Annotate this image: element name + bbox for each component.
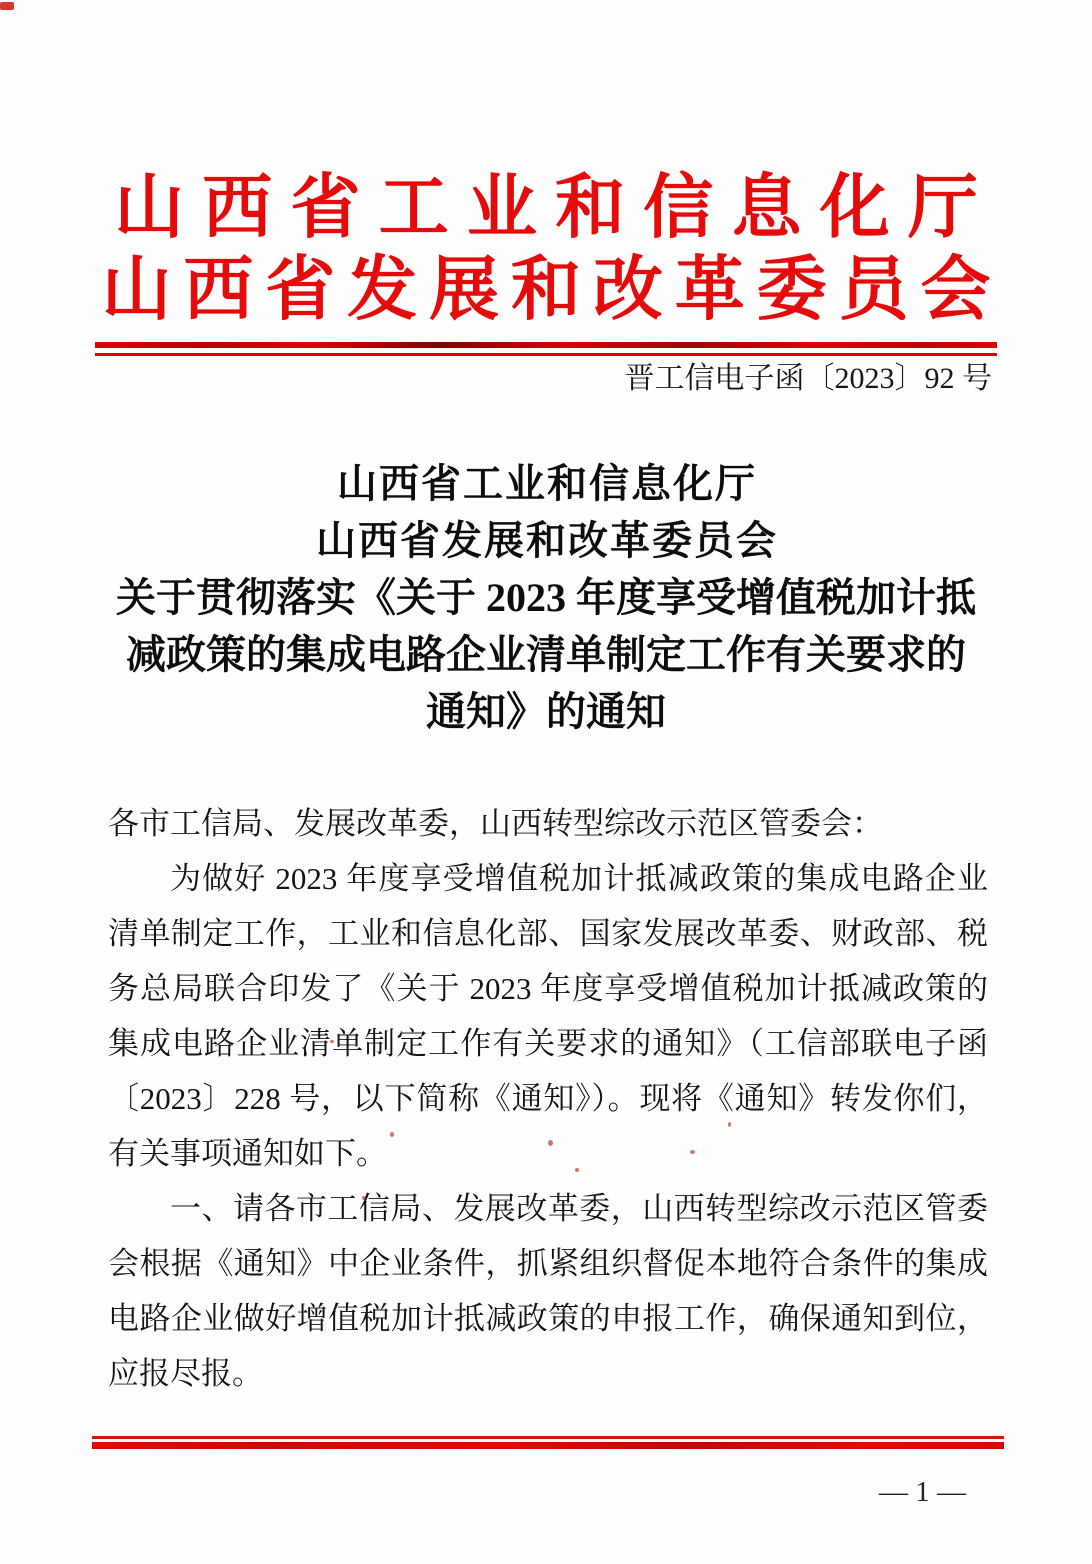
document-number: 晋工信电子函〔2023〕92 号 [624, 362, 992, 395]
page-number: — 1 — [879, 1476, 966, 1508]
title-line: 山西省工业和信息化厅 [337, 461, 757, 506]
title-line: 通知》的通知 [426, 689, 666, 734]
document-title [106, 455, 986, 740]
body-paragraph: 一、请各市工信局、发展改革委，山西转型综改示范区管委会根据《通知》中企业条件，抓紧组织督促本地符合条件的集成电路企业做好增值税加计抵减政策的申报工作，确保通知到位，应报尽报。 [108, 1191, 988, 1391]
title-line: 减政策的集成电路企业清单制定工作有关要求的 [126, 632, 966, 677]
body-paragraph: 各市工信局、发展改革委，山西转型综改示范区管委会： [108, 806, 883, 841]
divider-rule-thick [92, 1442, 1004, 1449]
divider-rule-thick [95, 342, 997, 348]
title-line: 关于贯彻落实《关于 2023 年度享受增值税加计抵 [116, 575, 976, 620]
footer-divider [92, 1436, 1004, 1449]
title-line: 山西省发展和改革委员会 [316, 518, 778, 563]
letterhead-divider [95, 342, 997, 356]
divider-rule-thin [95, 353, 997, 356]
divider-rule-thin [92, 1436, 1004, 1439]
body-paragraph: 为做好 2023 年度享受增值税加计抵减政策的集成电路企业清单制定工作，工业和信息化部、国家发展改革委、财政部、税务总局联合印发了《关于 2023 年度享受增值税加计抵减政策的集成电路企业清单制定工作有关要求的通知》（工信部联电子函〔2023〕228 号，以下简称《通知》）。现将《通知》转发你们，有关事项通知如下。 [108, 861, 988, 1171]
letterhead-line: 山西省发展和改革委员会 [101, 252, 1003, 329]
body-text [108, 796, 988, 1401]
letterhead [0, 168, 1092, 332]
letterhead-line: 山西省工业和信息化厅 [114, 170, 997, 247]
scan-artifact [0, 2, 14, 10]
